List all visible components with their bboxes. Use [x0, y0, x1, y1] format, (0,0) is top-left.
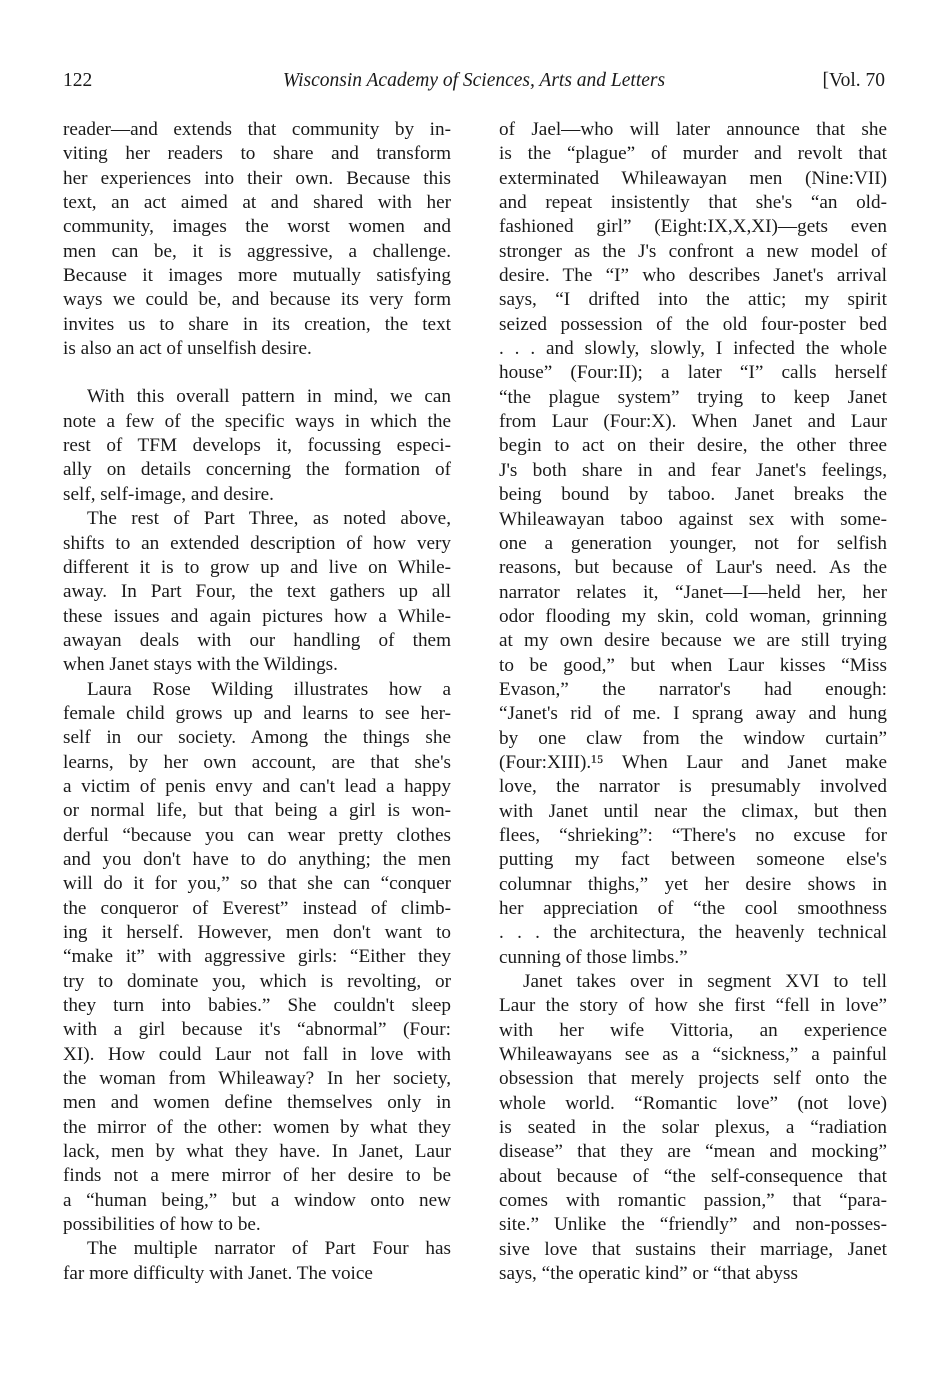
text-line: one a generation younger, not for selfish	[499, 532, 887, 554]
text-line: rest of TFM develops it, focussing especi-	[63, 435, 451, 457]
text-line: fashioned girl” (Eight:IX,X,XI)—gets even	[499, 216, 887, 238]
text-line: invites us to share in its creation, the text	[63, 313, 451, 335]
text-line: odor flooding my skin, cold woman, grinning	[499, 605, 887, 627]
text-line: house” (Four:II); a later “I” calls herself	[499, 362, 887, 384]
left-column	[63, 118, 451, 1286]
text-line: a “human being,” but a window onto new	[63, 1189, 451, 1211]
text-line: ing it herself. However, men don't want to	[63, 922, 451, 943]
running-header	[63, 70, 885, 100]
text-line: “make it” with aggressive girls: “Either they	[63, 946, 451, 968]
text-line: sive love that sustains their marriage, Janet	[499, 1238, 887, 1260]
text-line: shifts to an extended description of how very	[63, 532, 451, 554]
text-line: finds not a mere mirror of her desire to be	[63, 1165, 451, 1187]
text-line: Janet takes over in segment XVI to tell	[523, 971, 887, 993]
text-line: the mirror of the other: women by what they	[63, 1116, 451, 1138]
text-line: learns, by her own account, are that she's	[63, 751, 451, 773]
journal-title: Wisconsin Academy of Sciences, Arts and Letters	[282, 70, 666, 91]
text-line: about because of “the self-consequence that	[499, 1165, 887, 1187]
text-line: whole world. “Romantic love” (not love)	[499, 1092, 887, 1114]
text-line: reasons, but because of Laur's need. As the	[499, 557, 887, 579]
text-line: awayan deals with our handling of them	[63, 629, 451, 651]
text-line: says, “I drifted into the attic; my spirit	[499, 289, 887, 311]
paragraph	[63, 385, 451, 507]
text-line: men can be, it is aggressive, a challenge.	[63, 240, 451, 262]
text-line: comes with romantic passion,” that “para-	[499, 1190, 887, 1212]
paragraph	[63, 118, 451, 361]
text-line: derful “because you can wear pretty clothes	[63, 824, 451, 846]
text-line: The rest of Part Three, as noted above,	[87, 508, 451, 530]
right-column	[499, 118, 887, 1287]
text-line: columnar thighs,” yet her desire shows in	[499, 873, 887, 895]
text-line: ways we could be, and because its very form	[63, 289, 451, 311]
text-line: “the plague system” trying to keep Janet	[499, 386, 887, 408]
text-line: “Janet's rid of me. I sprang away and hung	[499, 703, 887, 725]
text-line: far more difficulty with Janet. The voice	[63, 1262, 373, 1284]
text-line: disease” that they are “mean and mocking”	[499, 1141, 887, 1163]
text-line: when Janet stays with the Wildings.	[63, 654, 338, 676]
paragraph	[63, 678, 451, 1238]
text-line: away. In Part Four, the text gathers up all	[63, 581, 451, 603]
text-line: Laura Rose Wilding illustrates how a	[87, 678, 451, 700]
text-line: or normal life, but that being a girl is won-	[63, 800, 451, 822]
text-line: begin to act on their desire, the other three	[499, 435, 887, 457]
text-line: self, self-image, and desire.	[63, 483, 274, 505]
text-line: from Laur (Four:X). When Janet and Laur	[499, 411, 887, 433]
text-line: they turn into babies.” She couldn't sleep	[63, 995, 451, 1017]
text-line: the woman from Whileaway? In her society,	[63, 1068, 451, 1090]
text-line: Whileawayan taboo against sex with some-	[499, 508, 887, 530]
text-line: cunning of those limbs.”	[499, 946, 688, 968]
text-line: with a girl because it's “abnormal” (Four:	[63, 1019, 451, 1041]
text-line: With this overall pattern in mind, we can	[87, 386, 451, 408]
text-line: the conqueror of Everest” instead of climb-	[63, 897, 451, 919]
page-number: 122	[63, 70, 93, 91]
text-line: is seated in the solar plexus, a “radiation	[499, 1117, 887, 1139]
text-line: is also an act of unselfish desire.	[63, 338, 312, 360]
text-line: possibilities of how to be.	[63, 1214, 261, 1236]
text-line: XI). How could Laur not fall in love with	[63, 1043, 451, 1065]
text-line: is the “plague” of murder and revolt that	[499, 143, 887, 165]
text-line: reader—and extends that community by in-	[63, 119, 451, 140]
text-line: of Jael—who will later announce that she	[499, 119, 887, 140]
text-line: ally on details concerning the formation of	[63, 459, 451, 481]
text-line: narrator relates it, “Janet—I—held her, her	[499, 581, 887, 603]
text-line: and repeat insistently that she's “an old-	[499, 192, 887, 214]
text-line: by one claw from the window curtain”	[499, 727, 887, 749]
text-line: seized possession of the old four-poster bed	[499, 313, 887, 335]
paragraph	[499, 970, 887, 1286]
text-line: site.” Unlike the “friendly” and non-posses-	[499, 1214, 887, 1236]
text-line: text, an act aimed at and shared with her	[63, 192, 451, 214]
text-line: Evason,” the narrator's had enough:	[499, 678, 887, 700]
text-line: different it is to grow up and live on While-	[63, 556, 451, 578]
text-line: Because it images more mutually satisfying	[63, 265, 451, 287]
text-line: love, the narrator is presumably involved	[499, 776, 887, 798]
text-line: Whileawayans see as a “sickness,” a painful	[499, 1044, 887, 1066]
text-line: . . . and slowly, slowly, I infected the whole	[499, 338, 887, 360]
text-line: to be good,” but when Laur kisses “Miss	[499, 654, 887, 676]
text-line: female child grows up and learns to see her-	[63, 702, 451, 724]
text-line: exterminated Whileawayan men (Nine:VII)	[499, 167, 887, 189]
text-line: self in our society. Among the things she	[63, 727, 451, 749]
text-line: desire. The “I” who describes Janet's arrival	[499, 265, 887, 287]
text-line: her experiences into their own. Because this	[63, 167, 451, 189]
text-line: (Four:XIII).¹⁵ When Laur and Janet make	[499, 751, 887, 773]
text-line: putting my fact between someone else's	[499, 849, 887, 871]
text-line: says, “the operatic kind” or “that abyss	[499, 1263, 798, 1285]
text-line: try to dominate you, which is revolting, or	[63, 970, 451, 992]
text-line: J's both share in and fear Janet's feelings,	[499, 459, 887, 481]
text-line: community, images the worst women and	[63, 216, 451, 238]
text-line: note a few of the specific ways in which the	[63, 410, 451, 432]
text-line: will do it for you,” so that she can “conquer	[63, 873, 451, 895]
text-line: and you don't have to do anything; the men	[63, 848, 451, 870]
text-line: obsession that merely projects self onto the	[499, 1068, 887, 1090]
paragraph	[63, 507, 451, 677]
text-line: a victim of penis envy and can't lead a happy	[63, 775, 451, 797]
text-line: stronger as the J's confront a new model of	[499, 240, 887, 262]
text-line: at my own desire because we are still trying	[499, 630, 887, 652]
text-line: with her wife Vittoria, an experience	[499, 1019, 887, 1041]
text-line: viting her readers to share and transform	[63, 143, 451, 165]
text-line: . . . the architectura, the heavenly technical	[499, 922, 887, 944]
text-line: her appreciation of “the cool smoothness	[499, 898, 887, 919]
text-line: being bound by taboo. Janet breaks the	[499, 484, 887, 506]
text-line: lack, men by what they have. In Janet, Laur	[63, 1141, 451, 1163]
paragraph	[499, 118, 887, 970]
text-line: flees, “shrieking”: “There's no excuse for	[499, 824, 887, 846]
text-line: Laur the story of how she first “fell in love”	[499, 995, 887, 1017]
volume-label: [Vol. 70	[822, 70, 885, 91]
text-line: men and women define themselves only in	[63, 1092, 451, 1114]
text-line: with Janet until near the climax, but then	[499, 800, 887, 822]
text-line: these issues and again pictures how a While-	[63, 605, 451, 627]
paragraph	[63, 1237, 451, 1286]
text-line: The multiple narrator of Part Four has	[87, 1238, 451, 1260]
